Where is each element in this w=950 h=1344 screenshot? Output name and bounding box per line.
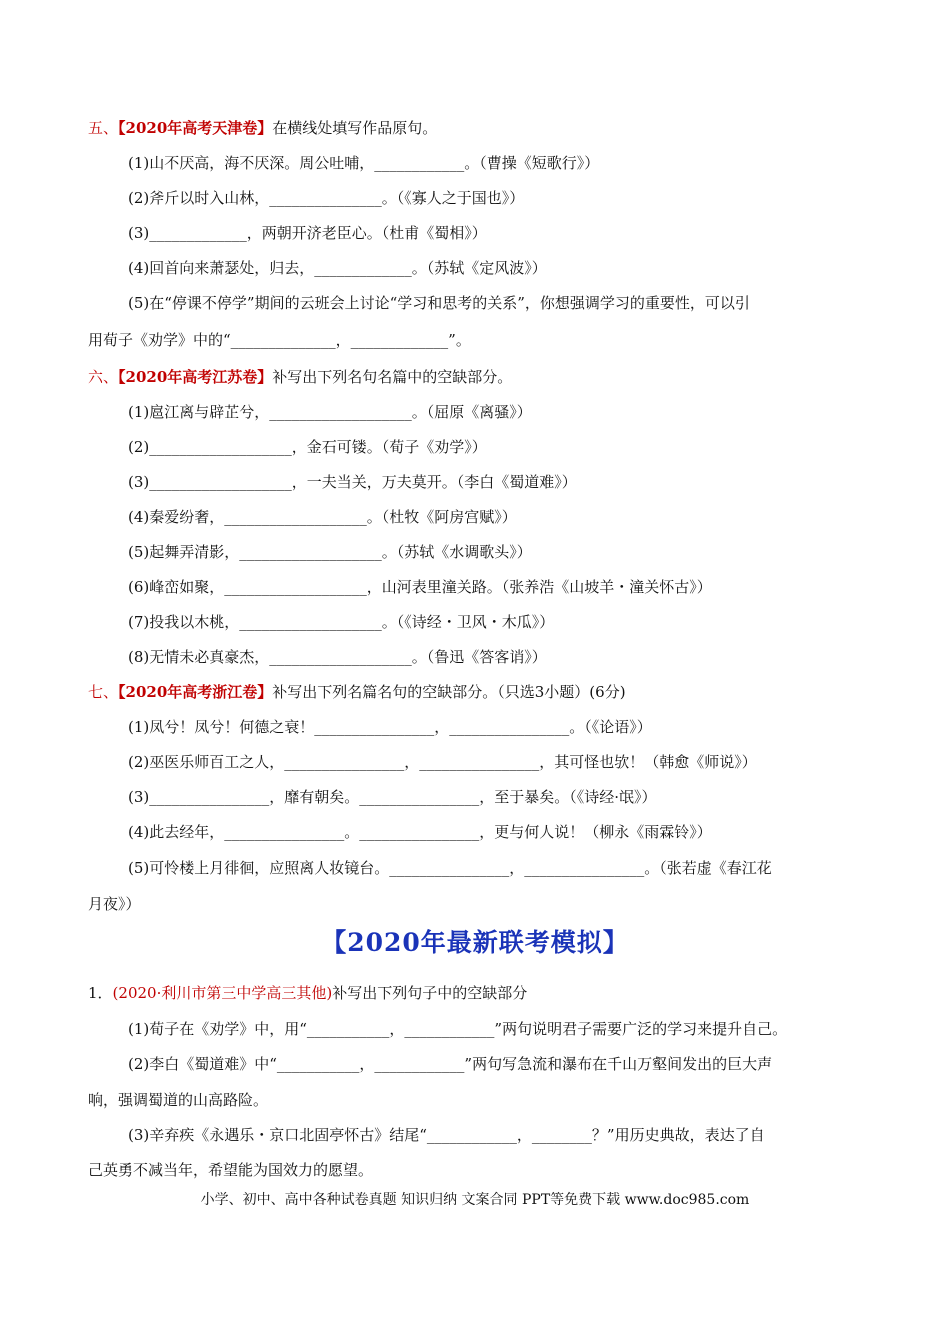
section-5-heading <box>88 118 437 138</box>
question-item: (4)秦爱纷奢，___________________。（杜牧《阿房宫赋》） <box>128 508 517 526</box>
question-item: (1)凤兮！凤兮！何德之衰！________________，________________。（《论语》） <box>128 718 652 736</box>
section-banner: 【2020年最新联考模拟】 <box>321 928 629 957</box>
question-instruction: 补写出下列句子中的空缺部分 <box>332 984 528 1002</box>
question-item: (1)山不厌高，海不厌深。周公吐哺，____________。（曹操《短歌行》） <box>128 154 600 172</box>
question-item: (1)扈江离与辟芷兮，___________________。（屈原《离骚》） <box>128 403 532 421</box>
question-item: (5)起舞弄清影，___________________。（苏轼《水调歌头》） <box>128 543 532 561</box>
question-item: (1)荀子在《劝学》中，用“___________，____________”两句说明君子需要广泛的学习来提升自己。 <box>128 1020 788 1038</box>
question-source: (2020·利川市第三中学高三其他) <box>112 984 333 1002</box>
section-6-heading <box>88 367 512 387</box>
question-continuation: 用荀子《劝学》中的“______________，_____________”。 <box>88 331 471 349</box>
section-instruction: 补写出下列名篇名句的空缺部分。（只选3小题）(6分) <box>272 683 626 701</box>
question-number: 1． <box>88 984 113 1002</box>
page-footer: 小学、初中、高中各种试卷真题 知识归纳 文案合同 PPT等免费下载 www.doc985.com <box>200 1192 750 1208</box>
section-number: 五、 <box>88 119 119 137</box>
question-item: (2)斧斤以时入山林，_______________。（《寡人之于国也》） <box>128 189 525 207</box>
exam-source-tag: 【2020年高考浙江卷】 <box>118 683 273 701</box>
question-item: (3)_____________，两朝开济老臣心。（杜甫《蜀相》） <box>128 224 487 242</box>
exam-source-tag: 【2020年高考江苏卷】 <box>118 368 273 386</box>
question-item: (4)回首向来萧瑟处，归去，_____________。（苏轼《定风波》） <box>128 259 547 277</box>
exam-source-tag: 【2020年高考天津卷】 <box>118 119 273 137</box>
question-item: (6)峰峦如聚，___________________，山河表里潼关路。（张养浩《山坡羊・潼关怀古》） <box>128 578 712 596</box>
question-item: (2)___________________，金石可镂。（荀子《劝学》） <box>128 438 487 456</box>
question-item: (5)可怜楼上月徘徊，应照离人妆镜台。________________，________________。（张若虚《春江花 <box>128 859 772 877</box>
question-item: (7)投我以木桃，___________________。（《诗经・卫风・木瓜》） <box>128 613 555 631</box>
section-number: 六、 <box>88 368 119 386</box>
question-item: (5)在“停课不停学”期间的云班会上讨论“学习和思考的关系”，你想强调学习的重要性，可以引 <box>128 294 750 312</box>
section-instruction: 补写出下列名句名篇中的空缺部分。 <box>272 368 513 386</box>
question-item: (3)辛弃疾《永遇乐・京口北固亭怀古》结尾“____________，________？”用历史典故，表达了自 <box>128 1126 765 1144</box>
question-1-heading <box>88 983 527 1003</box>
section-7-heading <box>88 682 626 702</box>
question-item: (4)此去经年，________________。________________，更与何人说！（柳永《雨霖铃》） <box>128 823 712 841</box>
question-item: (3)___________________，一夫当关，万夫莫开。（李白《蜀道难》） <box>128 473 577 491</box>
question-continuation: 月夜》） <box>88 895 141 913</box>
section-number: 七、 <box>88 683 119 701</box>
question-item: (2)李白《蜀道难》中“___________，____________”两句写急流和瀑布在千山万壑间发出的巨大声 <box>128 1055 773 1073</box>
section-instruction: 在横线处填写作品原句。 <box>272 119 438 137</box>
question-item: (3)________________，靡有朝矣。________________，至于暴矣。（《诗经·氓》） <box>128 788 657 806</box>
question-item: (8)无情未必真豪杰，___________________。（鲁迅《答客诮》） <box>128 648 547 666</box>
question-continuation: 响，强调蜀道的山高路险。 <box>88 1091 269 1109</box>
question-item: (2)巫医乐师百工之人，________________，________________，其可怪也欤！（韩愈《师说》） <box>128 753 757 771</box>
question-continuation: 己英勇不减当年，希望能为国效力的愿望。 <box>88 1161 374 1179</box>
